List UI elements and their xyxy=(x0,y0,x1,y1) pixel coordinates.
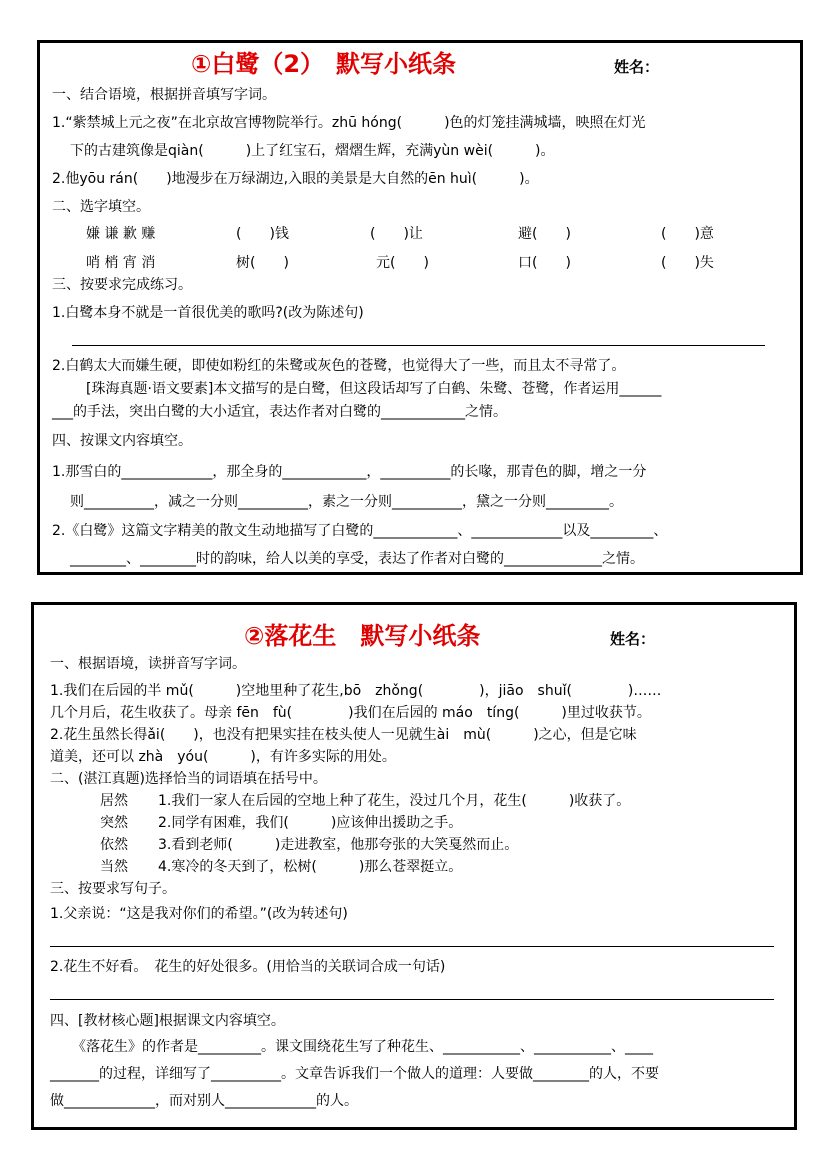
question-text: 2.《白鹭》这篇文字精美的散文生动地描写了白鹭的____________、_____________以及_________、 xyxy=(52,523,668,539)
answer-line[interactable] xyxy=(50,946,774,947)
question-text: 1.白鹭本身不就是一首很优美的歌吗?(改为陈述句) xyxy=(52,305,364,321)
fill-blank: 避( ) xyxy=(518,226,571,242)
section-heading: 三、按要求完成练习。 xyxy=(52,277,192,293)
question-text: 2.同学有困难，我们( )应该伸出援助之手。 xyxy=(158,815,463,831)
section-heading: 二、选字填空。 xyxy=(52,199,150,215)
char-options: 嫌 谦 歉 赚 xyxy=(86,226,156,242)
section-heading: 四、[教材核心题]根据课文内容填空。 xyxy=(50,1013,285,1029)
word-option: 当然 xyxy=(100,859,128,875)
question-text: _______的过程，详细写了__________。文章告诉我们一个做人的道理：人要做________的人，不要 xyxy=(50,1066,659,1082)
question-text: 道美，还可以 zhà yóu( )，有许多实际的用处。 xyxy=(50,749,396,765)
question-text: 1.父亲说：“这是我对你们的希望。”(改为转述句) xyxy=(50,906,348,922)
section-heading: 四、按课文内容填空。 xyxy=(52,433,192,449)
name-label: 姓名： xyxy=(614,58,660,76)
question-text: 2.花生不好看。 花生的好处很多。(用恰当的关联词合成一句话) xyxy=(50,959,446,975)
fill-blank: ( )意 xyxy=(661,226,714,242)
question-text: 3.看到老师( )走进教室，他那夸张的大笑戛然而止。 xyxy=(158,837,519,853)
fill-blank: ( )钱 xyxy=(236,226,289,242)
question-text: 1.那雪白的_____________，那全身的____________，__________的长喙，那青色的脚，增之一分 xyxy=(52,464,647,480)
char-options: 哨 梢 宵 消 xyxy=(86,255,156,271)
question-text: 做_____________，而对别人_____________的人。 xyxy=(50,1093,358,1109)
question-text: 1.我们一家人在后园的空地上种了花生，没过几个月，花生( )收获了。 xyxy=(158,793,631,809)
fill-blank: ( )失 xyxy=(661,255,714,271)
question-text: 几个月后，花生收获了。母亲 fēn fù( )我们在后园的 máo tíng( )里过收获节。 xyxy=(50,705,651,721)
answer-line[interactable] xyxy=(50,999,774,1000)
title-luohuasheng: ②落花生 默写小纸条 xyxy=(244,622,481,650)
section-heading: 二、(湛江真题)选择恰当的词语填在括号中。 xyxy=(50,771,327,787)
word-option: 居然 xyxy=(100,793,128,809)
section-heading: 一、根据语境，读拼音写字词。 xyxy=(50,656,246,672)
word-option: 突然 xyxy=(100,815,128,831)
question-text: 2.花生虽然长得ǎi( )，也没有把果实挂在枝头使人一见就生ài mù( )之心，但是它味 xyxy=(50,727,637,743)
fill-blank: 元( ) xyxy=(376,255,429,271)
question-text: 1.“紫禁城上元之夜”在北京故宫博物院举行。zhū hóng( )色的灯笼挂满城墙，映照在灯光 xyxy=(52,115,646,131)
question-text: 4.寒冷的冬天到了，松树( )那么苍翠挺立。 xyxy=(158,859,463,875)
word-option: 依然 xyxy=(100,837,128,853)
question-text: 2.白鹤太大而嫌生硬，即使如粉红的朱鹭或灰色的苍鹭，也觉得大了一些，而且太不寻常了。 xyxy=(52,358,626,374)
fill-blank: ( )让 xyxy=(370,226,423,242)
question-text: 1.我们在后园的半 mǔ( )空地里种了花生,bō zhǒng( )，jiāo shuǐ( )…… xyxy=(50,683,662,699)
fill-blank: 口( ) xyxy=(518,255,571,271)
answer-line[interactable] xyxy=(72,345,765,346)
title-bailu: ①白鹭（2） 默写小纸条 xyxy=(191,50,457,78)
question-text: ________、________时的韵味，给人以美的享受，表达了作者对白鹭的______________之情。 xyxy=(70,551,644,567)
question-text: 《落花生》的作者是_________。课文围绕花生写了种花生、___________、___________、____ xyxy=(72,1039,653,1055)
section-heading: 一、结合语境，根据拼音填写字词。 xyxy=(52,87,276,103)
name-label: 姓名： xyxy=(610,630,656,648)
question-text: [珠海真题·语文要素]本文描写的是白鹭，但这段话却写了白鹤、朱鹭、苍鹭，作者运用______ xyxy=(86,381,662,397)
question-text: 则__________，减之一分则__________，素之一分则__________，黛之一分则_________。 xyxy=(70,494,623,510)
section-heading: 三、按要求写句子。 xyxy=(50,881,176,897)
question-text: 2.他yōu rán( )地漫步在万绿湖边,入眼的美景是大自然的ēn huì( )。 xyxy=(52,171,539,187)
fill-blank: 树( ) xyxy=(236,255,289,271)
question-text: ___的手法，突出白鹭的大小适宜，表达作者对白鹭的____________之情。 xyxy=(52,404,507,420)
question-text: 下的古建筑像是qiàn( )上了红宝石，熠熠生辉，充满yùn wèi( )。 xyxy=(70,143,555,159)
